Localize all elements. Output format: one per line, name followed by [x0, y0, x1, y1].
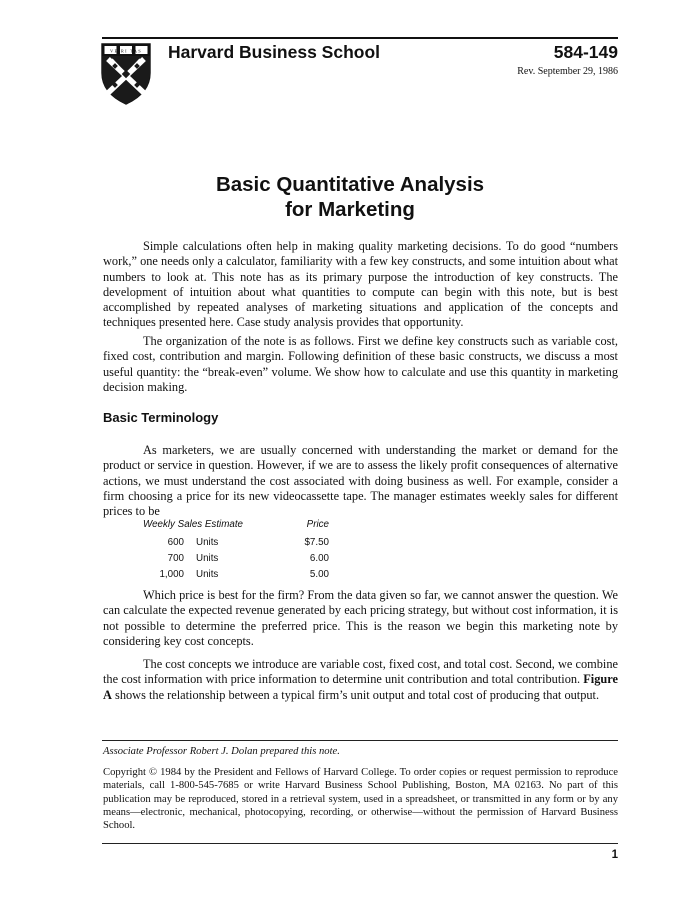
revision-date: Rev. September 29, 1986: [517, 66, 618, 77]
harvard-shield-logo: [101, 43, 151, 105]
section-paragraph-1-text: As marketers, we are usually concerned with understanding the market or demand for the product or service in question. However, if we are to assess the likely profit consequences of alternative actions, we must understand the cost associated with doing business as well. For example, consider a firm choosing a price for its new videocassette tape. The manager estimates weekly sales for different prices to be: [103, 443, 618, 519]
section-paragraph-3: [103, 657, 618, 703]
intro-paragraph-2-text: The organization of the note is as follows. First we define key constructs such as variable cost, fixed cost, contribution and margin. Following definition of these basic constructs, we discuss a most useful quantity: the “break-even” volume. We show how to calculate and use this quantity in marketing decision making.: [103, 334, 618, 394]
document-number: 584-149: [553, 42, 618, 62]
table-cell-price: 6.00: [309, 553, 329, 564]
table-cell-unit: Units: [196, 537, 219, 548]
table-cell-price: $7.50: [304, 537, 329, 548]
section-paragraph-3-rest: shows the relationship between a typical firm’s unit output and total cost of producing that output.: [115, 687, 600, 702]
document-title-line-1: Basic Quantitative Analysis: [215, 173, 485, 196]
table-cell-qty: 600: [167, 537, 184, 548]
section-paragraph-2: [103, 588, 618, 649]
copyright-notice: Copyright © 1984 by the President and Fellows of Harvard College. To order copies or request permission to reproduce materials, call 1-800-545-7685 or write Harvard Business School Publishing, Boston, MA 02163. No part of this publication may be reproduced, stored in a retrieval system, used in a spreadsheet, or transmitted in any form or by any means—electronic, mechanical, photocopying, recording, or otherwise—without the permission of Harvard Business School.: [103, 767, 618, 832]
table-cell-price: 5.00: [309, 569, 329, 580]
footnote-rule: [102, 740, 618, 741]
table-row: [0, 569, 700, 585]
table-cell-qty: 1,000: [159, 569, 184, 580]
figure-reference: Figure A: [103, 672, 619, 702]
header-rule: [102, 37, 618, 39]
table-header-sales: Weekly Sales Estimate: [143, 519, 244, 530]
table-row: [0, 553, 700, 569]
table-row: [0, 537, 700, 553]
table-header-price: Price: [306, 519, 329, 530]
logo-text: VE RI TAS: [109, 48, 143, 54]
intro-paragraph-1: [103, 239, 618, 331]
school-name: Harvard Business School: [168, 42, 381, 62]
table-cell-qty: 700: [167, 553, 184, 564]
section-paragraph-3-text: The cost concepts we introduce are variable cost, fixed cost, and total cost. Second, we combine the cost information with price information to determine unit contribution and total contribution.: [103, 657, 618, 687]
table-cell-unit: Units: [196, 569, 219, 580]
section-paragraph-1: [103, 443, 618, 519]
intro-paragraph-2: [103, 334, 618, 395]
page-number: 1: [611, 849, 618, 861]
document-title-line-2: for Marketing: [285, 198, 415, 221]
section-heading: Basic Terminology: [103, 410, 219, 425]
footer-rule: [102, 843, 618, 844]
section-paragraph-3-body: [103, 657, 618, 703]
intro-paragraph-1-text: Simple calculations often help in making quality marketing decisions. To do good “numbers work,” one needs only a calculator, familiarity with a few key constructs, and some intuition about what numbers to look at. This note has as its primary purpose the introduction of key constructs. The development of intuition about what quantities to compute can begin with this note, but is best accomplished by repeated analyses of marketing situations and application of the concepts and techniques presented here. Case study analysis provides that opportunity.: [103, 239, 618, 330]
table-cell-unit: Units: [196, 553, 219, 564]
section-paragraph-2-text: Which price is best for the firm? From the data given so far, we cannot answer the question. We can calculate the expected revenue generated by each pricing strategy, but without cost information, it is not possible to determine the preferred price. This is the reason we begin this marketing note by considering key cost concepts.: [103, 588, 618, 648]
author-note: Associate Professor Robert J. Dolan prepared this note.: [103, 746, 340, 757]
